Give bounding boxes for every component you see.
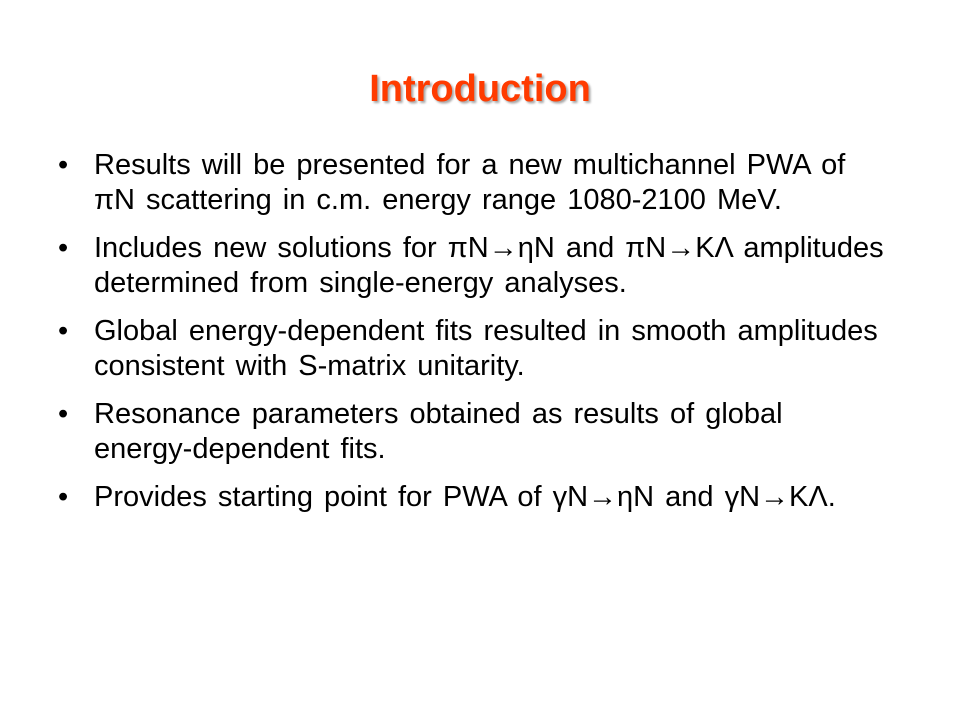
bullet-text: Provides starting point for PWA of γN→ηN and γN→KΛ. xyxy=(94,481,836,513)
bullet-text: Includes new solutions for πN→ηN and πN→KΛ amplitudes determined from single-energy analyses. xyxy=(94,232,884,299)
bullet-text: Resonance parameters obtained as results of global energy-dependent fits. xyxy=(94,398,783,465)
bullet-icon: • xyxy=(58,232,69,264)
bullet-icon: • xyxy=(58,481,69,513)
list-item xyxy=(58,148,888,218)
list-item xyxy=(58,314,888,384)
bullet-list xyxy=(58,148,888,528)
list-item xyxy=(58,480,888,515)
list-item xyxy=(58,231,888,301)
bullet-icon: • xyxy=(58,315,69,347)
page-title: Introduction xyxy=(369,68,591,110)
bullet-icon: • xyxy=(58,149,69,181)
bullet-text: Results will be presented for a new multichannel PWA of πN scattering in c.m. energy range 1080-2100 MeV. xyxy=(94,149,846,216)
bullet-text: Global energy-dependent fits resulted in smooth amplitudes consistent with S-matrix unitarity. xyxy=(94,315,878,382)
list-item xyxy=(58,397,888,467)
bullet-icon: • xyxy=(58,398,69,430)
